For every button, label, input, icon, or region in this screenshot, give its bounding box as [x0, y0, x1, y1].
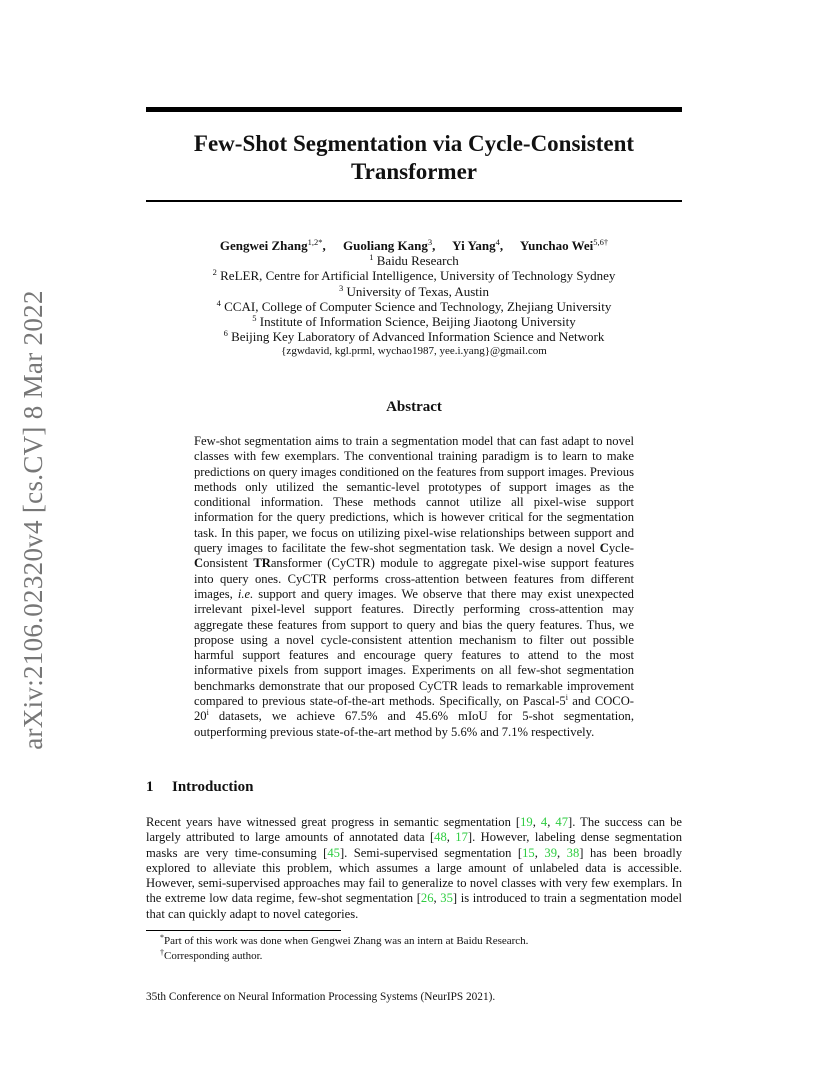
- author-sup: 1,2*: [307, 237, 323, 247]
- author-sup: 5,6†: [593, 237, 609, 247]
- citation-link[interactable]: 19: [520, 815, 533, 829]
- introduction-paragraph: Recent years have witnessed great progress in semantic segmentation [19, 4, 47]. The success can be largely attributed to large amounts of annotated data [48, 17]. However, labeling dense segmentation masks are very time-consuming [45]. Semi-supervised segmentation [15, 39, 38] has been broadly explored to alleviate this problem, which assumes a large amount of unlabeled data is accessible. However, semi-supervised approaches may fail to generalize to novel classes with very few exemplars. In the extreme low data regime, few-shot segmentation [26, 35] is introduced to train a segmentation model that can quickly adapt to novel categories.: [146, 815, 683, 921]
- abstract-heading: Abstract: [386, 399, 442, 415]
- footnote-rule: [146, 930, 341, 931]
- affiliation: $^5$ Institute of Information Science, Beijing Jiaotong University: [252, 313, 576, 330]
- author-block: [146, 238, 682, 360]
- citation-link[interactable]: 15: [522, 845, 535, 860]
- author-sup: 3: [427, 237, 433, 247]
- affiliation: $^1$ Baidu Research: [369, 252, 459, 269]
- citation-link[interactable]: 48: [434, 830, 447, 845]
- citation-link[interactable]: 35: [440, 891, 453, 906]
- title-top-rule: [146, 107, 682, 112]
- section-number: 1: [146, 779, 154, 795]
- footnote: †Corresponding author.: [160, 948, 263, 962]
- author-name: Gengwei Zhang: [219, 238, 308, 253]
- author-list: Gengwei Zhang$^{1,2*}$, Guoliang Kang$^3$, Yi Yang$^4$, Yunchao Wei$^{5,6\dagger}$: [219, 237, 609, 253]
- author-name: Guoliang Kang: [343, 238, 428, 253]
- section-title: Introduction: [172, 779, 254, 795]
- author-email: {zgwdavid, kgl.prml, wychao1987, yee.i.yang}@gmail.com: [281, 345, 547, 358]
- affiliation: $^6$ Beijing Key Laboratory of Advanced Information Science and Network: [223, 328, 605, 345]
- affiliation: $^4$ CCAI, College of Computer Science and Technology, Zhejiang University: [216, 297, 612, 314]
- abstract-text: Few-shot segmentation aims to train a segmentation model that can fast adapt to novel classes with few exemplars. The conventional training paradigm is to learn to make predictions on query images conditioned on the features from support images. Previous methods only utilized the semantic-level prototypes of support images as the conditional information. These methods cannot utilize all pixel-wise support information for the query predictions, which is however critical for the segmentation task. In this paper, we focus on utilizing pixel-wise relationships between support and query images to facilitate the few-shot segmentation task. We design a novel Cycle-Consistent TRansformer (CyCTR) module to aggregate pixel-wise support features into query ones. CyCTR performs cross-attention between features from different images, i.e. support and query images. We observe that there may exist unexpected irrelevant pixel-level support features. Directly performing cross-attention may aggregate these features from support to query and bias the query features. Thus, we propose using a novel cycle-consistent attention mechanism to filter out possible harmful support features and encourage query features to attend to the most informative pixels from support images. Experiments on all few-shot segmentation benchmarks demonstrate that our proposed CyCTR leads to remarkable improvement compared to previous state-of-the-art methods. Specifically, on Pascal-5$^i$ and COCO-20$^i$ datasets, we achieve 67.5% and 45.6% mIoU for 5-shot segmentation, outperforming previous state-of-the-art method by 5.6% and 7.1% respectively.: [194, 434, 634, 739]
- citation-link[interactable]: 47: [555, 815, 569, 829]
- author-name: Yi Yang: [452, 238, 496, 253]
- section-heading: [146, 779, 253, 796]
- paper-title: Few-Shot Segmentation via Cycle-Consistent Transformer: [193, 131, 635, 184]
- author-name: Yunchao Wei: [519, 238, 594, 253]
- footnotes: [160, 934, 680, 964]
- title-bottom-rule: [146, 200, 682, 202]
- conference-note: 35th Conference on Neural Information Processing Systems (NeurIPS 2021).: [146, 991, 496, 1003]
- footnote: *Part of this work was done when Gengwei Zhang was an intern at Baidu Research.: [160, 933, 529, 947]
- affiliation: $^3$ University of Texas, Austin: [338, 282, 490, 299]
- citation-link[interactable]: 38: [566, 845, 580, 860]
- citation-link[interactable]: 26: [420, 891, 434, 906]
- author-sup: 4: [495, 237, 500, 247]
- citation-link[interactable]: 4: [540, 815, 548, 829]
- arxiv-identifier: arXiv:2106.02320v4 [cs.CV] 8 Mar 2022: [18, 290, 48, 750]
- citation-link[interactable]: 17: [455, 830, 468, 845]
- citation-link[interactable]: 39: [544, 845, 557, 860]
- affiliation: $^2$ ReLER, Centre for Artificial Intelligence, University of Technology Sydney: [212, 267, 616, 284]
- citation-link[interactable]: 45: [327, 845, 340, 860]
